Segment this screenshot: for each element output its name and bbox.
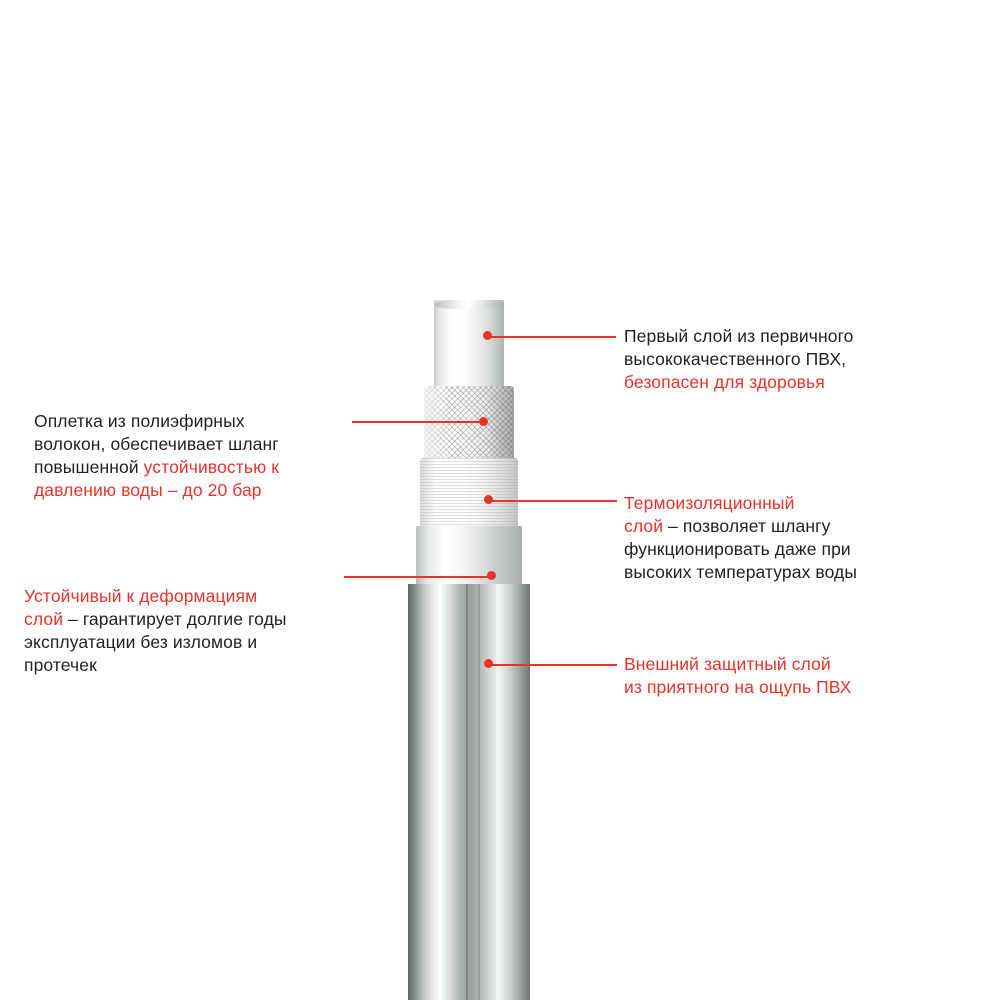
callout-inner-pvc-line1: Первый слой из первичного xyxy=(624,326,854,346)
callout-thermal-insulation-layer xyxy=(624,492,954,584)
leader-line-thermal xyxy=(489,500,617,502)
callout-dot-braid xyxy=(479,417,488,426)
callout-inner-pvc-layer xyxy=(624,325,954,394)
callout-dot-deform xyxy=(487,571,496,580)
callout-inner-pvc-line3-accent: безопасен для здоровья xyxy=(624,372,825,392)
callout-deform-line4: протечек xyxy=(24,655,97,675)
leader-line-outer xyxy=(489,664,617,666)
outer-layer-highlight xyxy=(438,584,441,1000)
polyester-braid-layer xyxy=(424,386,514,462)
outer-layer-highlight xyxy=(496,584,499,1000)
leader-line-deform xyxy=(344,576,492,578)
callout-thermal-line3: функционировать даже при xyxy=(624,539,851,559)
callout-thermal-line4: высоких температурах воды xyxy=(624,562,858,582)
callout-thermal-line2: – позволяет шлангу xyxy=(663,516,831,536)
hose-cutaway-illustration xyxy=(408,300,530,1000)
leader-line-inner-pvc xyxy=(488,336,616,338)
callout-thermal-line2-accent: слой xyxy=(624,516,664,536)
deformation-resistant-layer xyxy=(416,526,522,588)
callout-braid-line3-accent: устойчивостью к xyxy=(143,457,280,477)
callout-outer-line2-accent: из приятного на ощупь ПВХ xyxy=(624,677,852,697)
outer-layer-shadow xyxy=(478,584,480,1000)
callout-deform-line2: – гарантирует долгие годы xyxy=(63,609,287,629)
callout-braid-line2: волокон, обеспечивает шланг xyxy=(34,434,279,454)
inner-pvc-layer xyxy=(434,300,504,392)
outer-protective-layer xyxy=(408,584,530,1000)
callout-dot-inner-pvc xyxy=(483,331,492,340)
callout-braid-line1: Оплетка из полиэфирных xyxy=(34,411,245,431)
callout-polyester-braid-layer xyxy=(34,410,364,502)
callout-inner-pvc-line2: высококачественного ПВХ, xyxy=(624,349,847,369)
thermal-ribbing-texture xyxy=(420,458,518,530)
callout-braid-line3: повышенной xyxy=(34,457,144,477)
callout-deformation-resistant-layer xyxy=(24,585,364,677)
callout-dot-outer xyxy=(484,659,493,668)
thermal-insulation-layer xyxy=(420,458,518,530)
callout-outer-protective-layer xyxy=(624,653,954,699)
callout-deform-line2-accent: слой xyxy=(24,609,64,629)
braid-sheen xyxy=(424,386,514,462)
callout-deform-line3: эксплуатации без изломов и xyxy=(24,632,258,652)
callout-deform-line1-accent: Устойчивый к деформациям xyxy=(24,586,258,606)
callout-braid-line4-accent: давлению воды – до 20 бар xyxy=(34,480,262,500)
callout-thermal-line1-accent: Термоизоляционный xyxy=(624,493,795,513)
callout-dot-thermal xyxy=(484,495,493,504)
outer-layer-shadow xyxy=(466,584,468,1000)
leader-line-braid xyxy=(352,421,484,423)
callout-outer-line1-accent: Внешний защитный слой xyxy=(624,654,831,674)
